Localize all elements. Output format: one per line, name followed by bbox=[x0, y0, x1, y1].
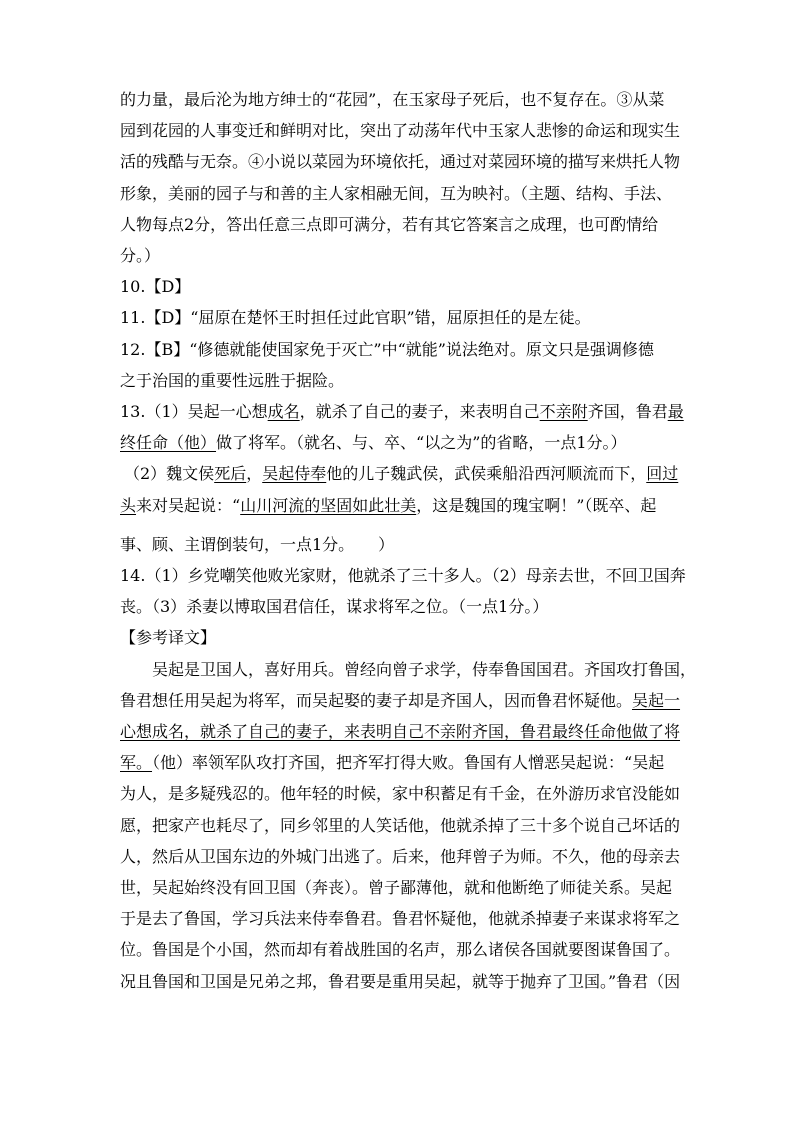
text-line: 12.【B】“修德就能使国家免于灭亡”中“就能”说法绝对。原文只是强调修德 bbox=[120, 339, 654, 359]
underlined-text: 最 bbox=[667, 402, 684, 422]
reference-translation-heading: 【参考译文】 bbox=[120, 628, 217, 648]
text-line: 园到花园的人事变迁和鲜明对比，突出了动荡年代中玉家人悲惨的命运和现实生 bbox=[120, 121, 681, 141]
text-segment: （2）魏文侯 bbox=[124, 464, 215, 484]
underlined-text: 回过 bbox=[646, 464, 679, 484]
answer-11: 11.【D】“屈原在楚怀王时担任过此官职”错，屈原担任的是左徒。 bbox=[120, 308, 591, 328]
text-line bbox=[120, 685, 680, 716]
text-segment: 来对吴起说：“ bbox=[136, 495, 241, 515]
answer-10: 10.【D】 bbox=[120, 277, 191, 297]
underlined-text-line: 心想成名，就杀了自己的妻子，来表明自己不亲附齐国，鲁君最终任命他做了将 bbox=[120, 722, 681, 742]
text-line: 事、顾、主谓倒装句，一点1分。 ） bbox=[120, 534, 395, 554]
underlined-text: 吴起一 bbox=[632, 690, 681, 710]
text-line: 吴起是卫国人，喜好用兵。曾经向曾子求学，侍奉鲁国国君。齐国攻打鲁国， bbox=[152, 659, 697, 679]
text-segment: 鲁君想任用吴起为将军，而吴起娶的妻子却是齐国人，因而鲁君怀疑他。 bbox=[120, 690, 633, 710]
underlined-text: 吴起侍奉 bbox=[262, 464, 327, 484]
answer-13-part-1 bbox=[120, 396, 684, 458]
text-line: 之于治国的重要性远胜于据险。 bbox=[120, 370, 345, 390]
text-line: 愿，把家产也耗尽了，同乡邻里的人笑话他，他就杀掉了三十多个说自己坏话的 bbox=[120, 815, 681, 835]
text-segment: ，就杀了自己的妻子，来表明自己 bbox=[299, 402, 540, 422]
answer-9-continuation bbox=[120, 84, 680, 271]
answer-14 bbox=[120, 560, 686, 622]
text-line: 位。鲁国是个小国，然而却有着战胜国的名声，那么诸侯各国就要图谋鲁国了。 bbox=[120, 940, 681, 960]
text-segment: ，这是魏国的瑰宝啊！”（既卒、起 bbox=[416, 495, 657, 515]
text-line bbox=[120, 458, 680, 489]
document-page bbox=[120, 84, 697, 997]
text-line: 14.（1）乡党嘲笑他败光家财，他就杀了三十多人。（2）母亲去世，不回卫国奔 bbox=[120, 566, 686, 586]
text-segment: 齐国，鲁君 bbox=[587, 402, 668, 422]
text-line: 世，吴起始终没有回卫国（奔丧）。曾子鄙薄他，就和他断绝了师徒关系。吴起 bbox=[120, 878, 673, 898]
text-line: 况且鲁国和卫国是兄弟之邦，鲁君要是重用吴起，就等于抛弃了卫国。”鲁君（因 bbox=[120, 971, 681, 991]
text-line: 为人，是多疑残忍的。他年轻的时候，家中积蓄足有千金，在外游历求官没能如 bbox=[120, 784, 681, 804]
reference-translation bbox=[120, 654, 697, 997]
underlined-text: 终任命（他） bbox=[120, 433, 217, 453]
text-line bbox=[120, 396, 684, 427]
text-segment: 13.（1）吴起一心想 bbox=[120, 402, 268, 422]
text-segment: ， bbox=[246, 464, 263, 484]
underlined-text: 成名 bbox=[267, 402, 300, 422]
text-segment: 做了将军。（就名、与、卒、“以之为”的省略，一点1分。） bbox=[216, 433, 627, 453]
text-segment: 他的儿子魏武侯，武侯乘船沿西河顺流而下， bbox=[326, 464, 647, 484]
underlined-text: 不亲附 bbox=[539, 402, 588, 422]
answer-13-part-2 bbox=[120, 458, 680, 560]
answer-12 bbox=[120, 334, 680, 396]
text-line: 人，然后从卫国东边的外城门出逃了。后来，他拜曾子为师。不久，他的母亲去 bbox=[120, 846, 681, 866]
text-line: 分。） bbox=[120, 246, 161, 266]
text-line: 的力量，最后沦为地方绅士的“花园”，在玉家母子死后，也不复存在。③从菜 bbox=[120, 90, 665, 109]
underlined-text: 山川河流的坚固如此壮美 bbox=[240, 495, 417, 515]
text-segment: （他）率领军队攻打齐国，把齐军打得大败。鲁国有人憎恶吴起说：“吴起 bbox=[152, 753, 665, 773]
text-line bbox=[120, 747, 680, 778]
text-line: 于是去了鲁国，学习兵法来侍奉鲁君。鲁君怀疑他，他就杀掉妻子来谋求将军之 bbox=[120, 909, 681, 929]
text-line: 形象，美丽的园子与和善的主人家相融无间，互为映衬。（主题、结构、手法、 bbox=[120, 183, 673, 203]
underlined-text: 死后 bbox=[214, 464, 247, 484]
text-line: 人物每点2分，答出任意三点即可满分，若有其它答案言之成理，也可酌情给 bbox=[120, 214, 659, 234]
text-line: 活的残酷与无奈。④小说以菜园为环境依托，通过对菜园环境的描写来烘托人物 bbox=[120, 152, 681, 172]
underlined-text: 头 bbox=[120, 495, 137, 515]
underlined-text: 军。 bbox=[120, 753, 153, 773]
text-line bbox=[120, 490, 680, 521]
text-line: 丧。（3）杀妻以博取国君信任，谋求将军之位。（一点1分。） bbox=[120, 597, 549, 617]
text-line bbox=[120, 427, 680, 458]
